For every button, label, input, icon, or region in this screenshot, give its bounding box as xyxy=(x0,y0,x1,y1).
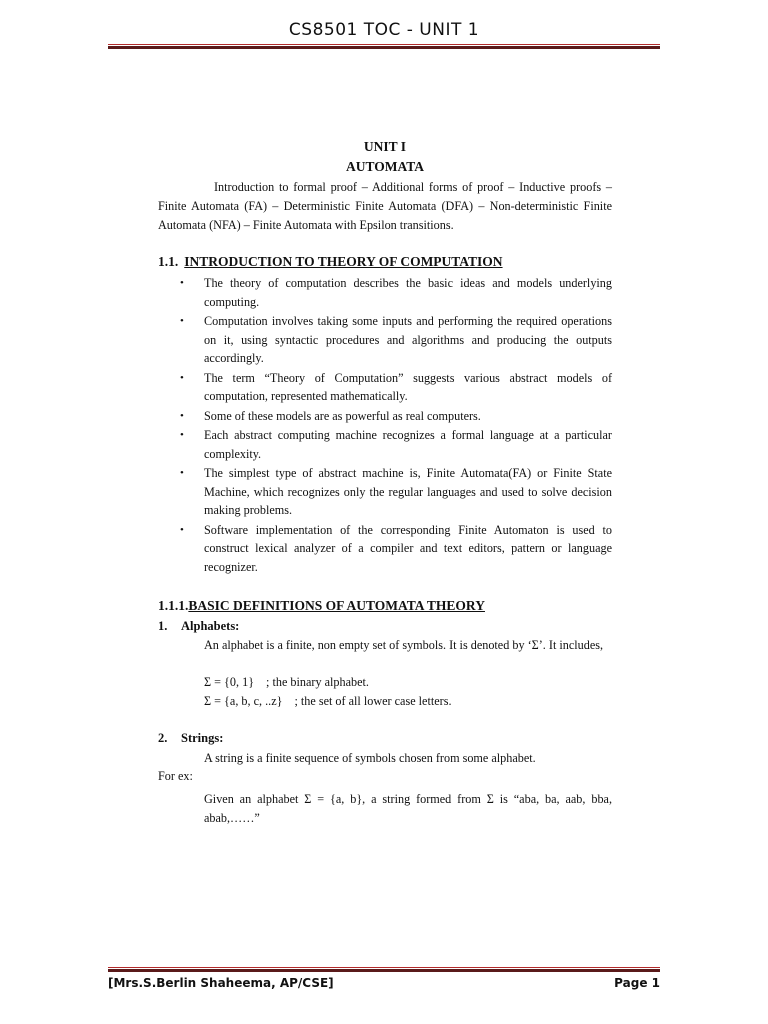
section-title: INTRODUCTION TO THEORY OF COMPUTATION xyxy=(184,254,503,269)
list-item-text: Computation involves taking some inputs and performing the required operations on it, using syntactic procedures and algorithms and producing the outputs accordingly. xyxy=(204,314,612,365)
section-heading xyxy=(158,254,503,270)
alphabet-example-1 xyxy=(204,675,369,690)
list-item-text: Software implementation of the corresponding Finite Automaton is used to construct lexical analyzer of a compiler and text editors, pattern or language recognizer. xyxy=(204,522,612,574)
bullet-icon: • xyxy=(180,523,184,536)
list-item-text: The simplest type of abstract machine is, Finite Automata(FA) or Finite State Machine, which recognizes only the regular languages and used to solve decision making problems. xyxy=(204,466,612,517)
alphabet-example-2 xyxy=(204,694,452,709)
subsection-number: 1.1.1. xyxy=(158,598,189,613)
alphabets-title: Alphabets: xyxy=(181,619,240,633)
page-number: Page 1 xyxy=(614,976,660,990)
alphabet-example-2-note: ; the set of all lower case letters. xyxy=(294,694,452,708)
bullet-icon: • xyxy=(180,409,184,422)
bullet-icon: • xyxy=(180,429,184,441)
bullet-list xyxy=(158,274,612,577)
list-item xyxy=(158,426,612,463)
list-item-text: The theory of computation describes the basic ideas and models underlying computing. xyxy=(204,276,612,309)
alphabets-text: An alphabet is a finite, non empty set of symbols. It is denoted by ‘Σ’. It includes, xyxy=(204,638,604,652)
strings-heading xyxy=(158,731,223,746)
alphabet-example-2-set: Σ = {a, b, c, ..z} xyxy=(204,694,283,708)
alphabets-heading xyxy=(158,619,239,634)
bullet-icon: • xyxy=(180,467,184,479)
unit-label: UNIT I xyxy=(363,139,407,154)
subsection-title: BASIC DEFINITIONS OF AUTOMATA THEORY xyxy=(188,598,485,613)
list-item xyxy=(158,407,612,426)
strings-example: Given an alphabet Σ = {a, b}, a string formed from Σ is “aba, ba, aab, bba, abab,……” xyxy=(204,792,612,825)
bullet-icon: • xyxy=(180,371,184,384)
header-rule xyxy=(108,44,660,49)
alphabet-example-1-note: ; the binary alphabet. xyxy=(266,675,369,689)
bullet-icon: • xyxy=(180,315,184,327)
list-item-text: Some of these models are as powerful as real computers. xyxy=(204,408,481,423)
bullet-icon: • xyxy=(180,277,184,289)
for-example-label: For ex: xyxy=(158,769,193,783)
header-title: CS8501 TOC - UNIT 1 xyxy=(288,20,480,40)
list-item xyxy=(158,312,612,368)
unit-intro: Introduction to formal proof – Additional forms of proof – Inductive proofs – Finite Automata (FA) – Deterministic Finite Automata (DFA) – Non-deterministic Finite Automata (NFA) – Finite Automata with Epsilon transitions. xyxy=(158,180,612,232)
strings-number: 2. xyxy=(158,731,168,745)
strings-text: A string is a finite sequence of symbols chosen from some alphabet. xyxy=(204,751,536,765)
unit-title: AUTOMATA xyxy=(345,159,424,174)
footer-rule xyxy=(108,967,660,972)
list-item xyxy=(158,369,612,406)
footer-author: [Mrs.S.Berlin Shaheema, AP/CSE] xyxy=(108,976,334,990)
list-item-text: The term “Theory of Computation” suggests various abstract models of computation, represented mathematically. xyxy=(204,370,612,403)
list-item xyxy=(158,464,612,520)
subsection-heading xyxy=(158,598,485,614)
strings-title: Strings: xyxy=(181,731,224,745)
list-item-text: Each abstract computing machine recognizes a formal language at a particular complexity. xyxy=(204,428,612,461)
list-item xyxy=(158,521,612,577)
alphabets-number: 1. xyxy=(158,619,168,633)
alphabet-example-1-set: Σ = {0, 1} xyxy=(204,675,255,689)
section-number: 1.1. xyxy=(158,254,179,269)
list-item xyxy=(158,274,612,311)
